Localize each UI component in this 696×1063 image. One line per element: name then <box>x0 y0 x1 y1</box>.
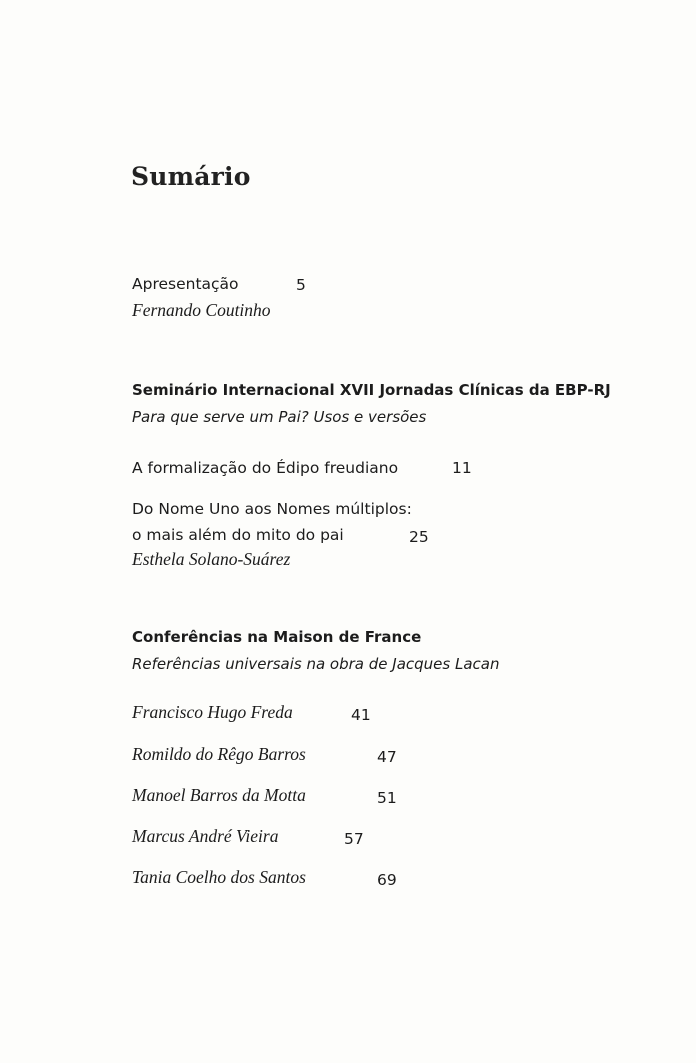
section2-heading: Conferências na Maison de France <box>132 628 422 646</box>
entry-title-line2: o mais além do mito do pai <box>132 526 344 544</box>
entry-author: Manoel Barros da Motta <box>132 785 306 805</box>
entry-author: Esthela Solano-Suárez <box>132 549 291 569</box>
section1-subheading: Para que serve um Pai? Usos e versões <box>132 408 427 426</box>
entry-page-number: 25 <box>409 528 429 546</box>
entry-page-number: 47 <box>377 748 397 766</box>
entry-author: Marcus André Vieira <box>132 826 279 846</box>
entry-author: Francisco Hugo Freda <box>132 702 293 722</box>
intro-page-number: 5 <box>296 276 306 294</box>
section2-subheading: Referências universais na obra de Jacques Lacan <box>132 655 500 673</box>
entry-author: Romildo do Rêgo Barros <box>132 744 306 764</box>
intro-author: Fernando Coutinho <box>132 300 271 320</box>
entry-page-number: 69 <box>377 871 397 889</box>
entry-page-number: 11 <box>452 459 472 477</box>
entry-page-number: 41 <box>351 706 371 724</box>
entry-author: Tania Coelho dos Santos <box>132 867 306 887</box>
entry-page-number: 57 <box>344 830 364 848</box>
entry-title-line1: Do Nome Uno aos Nomes múltiplos: <box>132 500 412 518</box>
intro-label: Apresentação <box>132 275 239 293</box>
entry-title: A formalização do Édipo freudiano <box>132 459 399 477</box>
entry-page-number: 51 <box>377 789 397 807</box>
page-title: Sumário <box>131 162 251 191</box>
section1-heading: Seminário Internacional XVII Jornadas Clínicas da EBP-RJ <box>132 381 611 399</box>
